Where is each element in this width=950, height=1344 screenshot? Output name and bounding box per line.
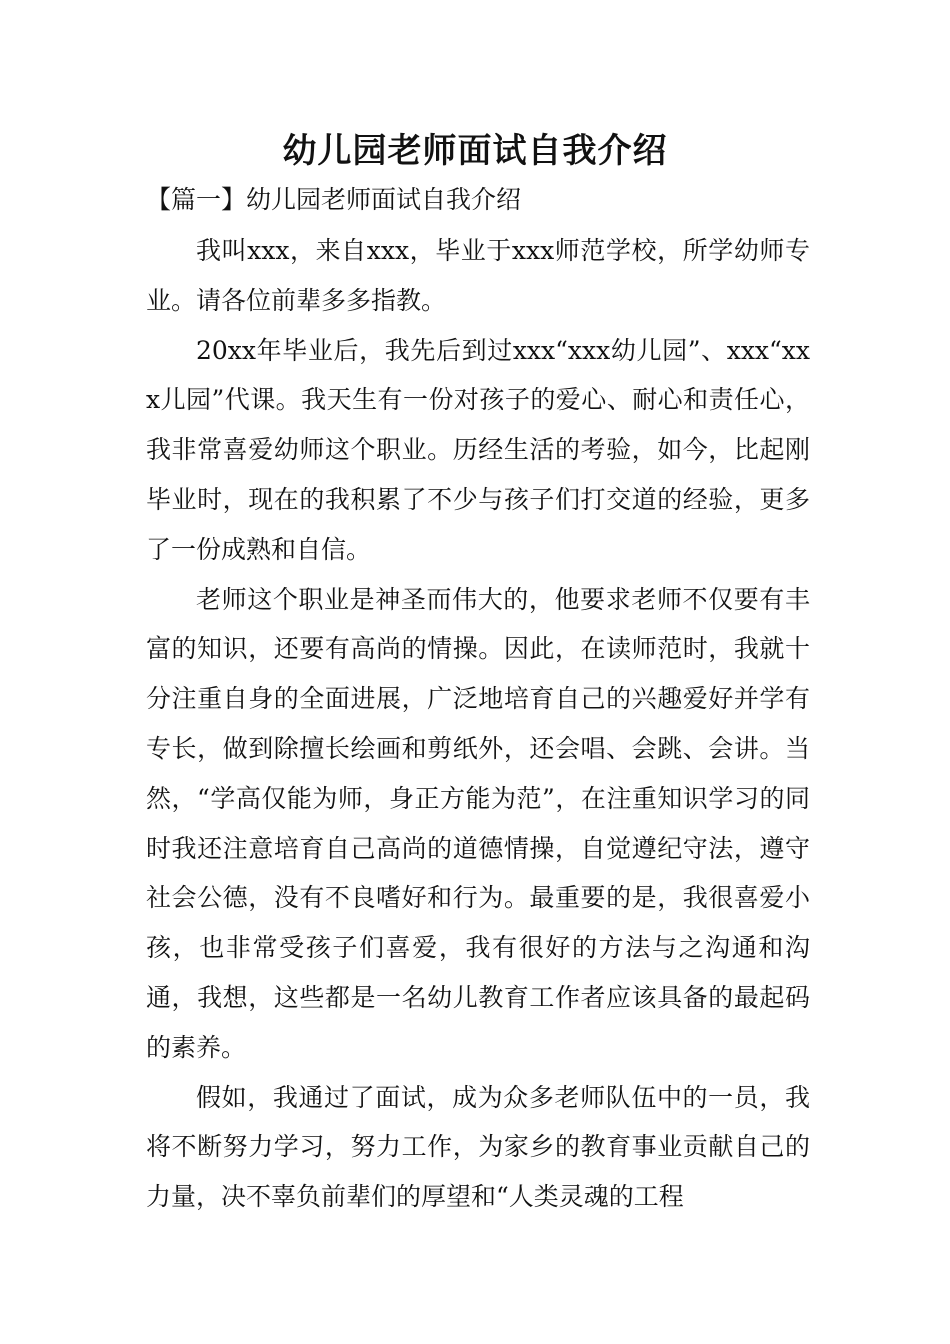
section-heading: 【篇一】幼儿园老师面试自我介绍: [146, 185, 522, 214]
paragraph-intro: 我叫xxx，来自xxx，毕业于xxx师范学校，所学幼师专业。请各位前辈多多指教。: [146, 236, 810, 315]
paragraph-commitment: 假如，我通过了面试，成为众多老师队伍中的一员，我将不断努力学习，努力工作，为家乡的教育事业贡献自己的力量，决不辜负前辈们的厚望和“人类灵魂的工程: [146, 1082, 810, 1212]
document-body: [146, 226, 810, 1222]
paragraph-experience: 20xx年毕业后，我先后到过xxx“xxx幼儿园”、xxx“xxx儿园”代课。我天生有一份对孩子的爱心、耐心和责任心，我非常喜爱幼师这个职业。历经生活的考验，如今，比起刚毕业时，现在的我积累了不少与孩子们打交道的经验，更多了一份成熟和自信。: [146, 335, 810, 564]
document-title: 幼儿园老师面试自我介绍: [282, 131, 668, 171]
paragraph-qualities: 老师这个职业是神圣而伟大的，他要求老师不仅要有丰富的知识，还要有高尚的情操。因此，在读师范时，我就十分注重自身的全面进展，广泛地培育自己的兴趣爱好并学有专长，做到除擅长绘画和剪纸外，还会唱、会跳、会讲。当然，“学高仅能为师，身正方能为范”，在注重知识学习的同时我还注意培育自己高尚的道德情操，自觉遵纪守法，遵守社会公德，没有不良嗜好和行为。最重要的是，我很喜爱小孩，也非常受孩子们喜爱，我有很好的方法与之沟通和沟通，我想，这些都是一名幼儿教育工作者应该具备的最起码的素养。: [146, 584, 810, 1062]
